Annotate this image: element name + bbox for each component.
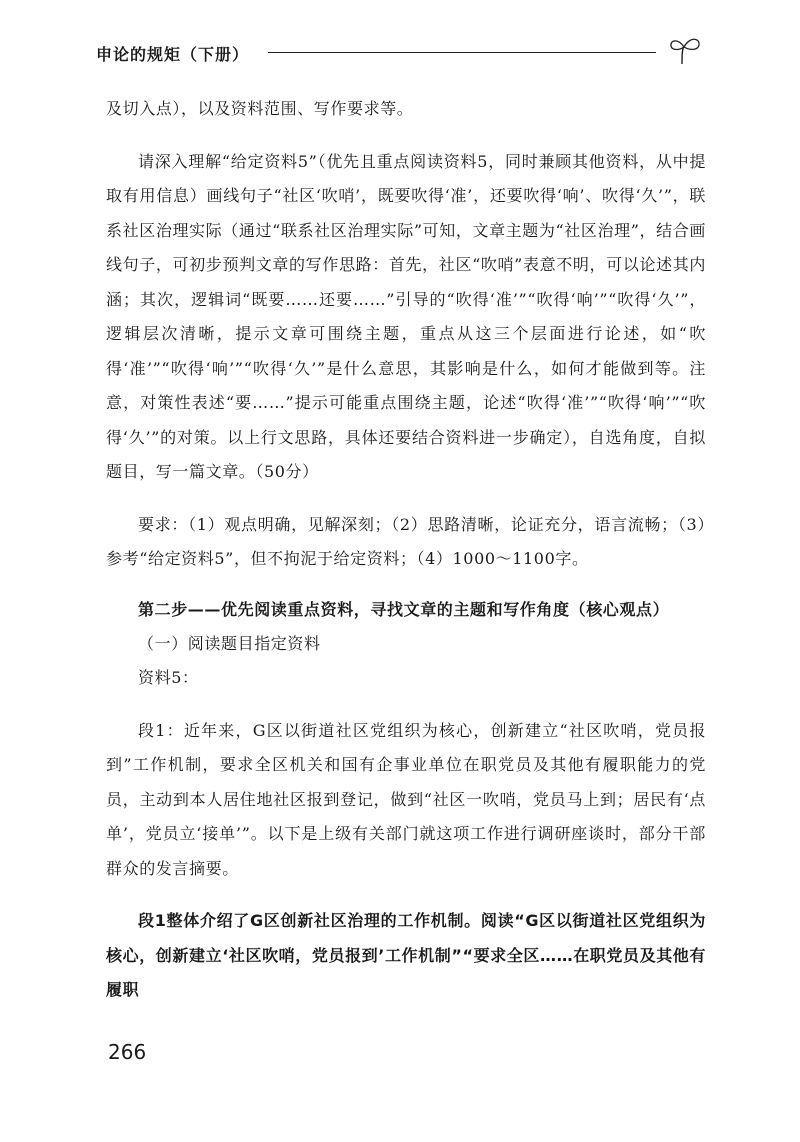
material-paragraph-1: 段1：近年来，G区以街道社区党组织为核心，创新建立“社区吹哨，党员报到”工作机制，要求全区机关和国有企事业单位在职党员及其他有履职能力的党员，主动到本人居住地社区报到登记，做到“社区一吹哨，党员马上到；居民有‘点单’，党员立‘接单’”。以下是上级有关部门就这项工作进行调研座谈时，部分干部群众的发言摘要。 <box>106 720 706 878</box>
analysis-paragraph: 段1整体介绍了G区创新社区治理的工作机制。阅读“G区以街道社区党组织为核心，创新建立‘社区吹哨，党员报到’工作机制”“要求全区……在职党员及其他有履职 <box>106 911 706 999</box>
question-prompt: 请深入理解“给定资料5”（优先且重点阅读资料5，同时兼顾其他资料，从中提取有用信息）画线句子“社区‘吹哨’，既要吹得‘准’，还要吹得‘响’、吹得‘久’”，联系社区治理实际（通过“联系社区治理实际”可知，文章主题为“社区治理”，结合画线句子，可初步预判文章的写作思路：首先，社区“吹哨”表意不明，可以论述其内涵；其次，逻辑词“既要……还要……”引导的“吹得‘准’”“吹得‘响’”“吹得‘久’”，逻辑层次清晰，提示文章可围绕主题，重点从这三个层面进行论述，如“吹得‘准’”“吹得‘响’”“吹得‘久’”是什么意思，其影响是什么，如何才能做到等。注意，对策性表述“要……”提示可能重点围绕主题，论述“吹得‘准’”“吹得‘响’”“吹得‘久’”的对策。以上行文思路，具体还要结合资料进一步确定），自选角度，自拟题目，写一篇文章。（50分） <box>106 151 706 481</box>
material-label: 资料5： <box>138 668 199 687</box>
requirements: 要求：（1）观点明确，见解深刻；（2）思路清晰，论证充分，语言流畅；（3）参考“给定资料5”，但不拘泥于给定资料；（4）1000～1100字。 <box>106 514 706 568</box>
sprout-icon <box>668 36 702 66</box>
subheading-read-material: （一）阅读题目指定资料 <box>138 633 321 653</box>
header-rule <box>268 52 656 53</box>
page-number: 266 <box>108 1040 147 1064</box>
step-two-heading: 第二步——优先阅读重点资料，寻找文章的主题和写作角度（核心观点） <box>138 599 670 619</box>
running-header <box>96 36 716 76</box>
page-body <box>106 92 706 1008</box>
paragraph-continued: 及切入点），以及资料范围、写作要求等。 <box>106 99 414 118</box>
book-title: 申论的规矩（下册） <box>96 45 250 64</box>
